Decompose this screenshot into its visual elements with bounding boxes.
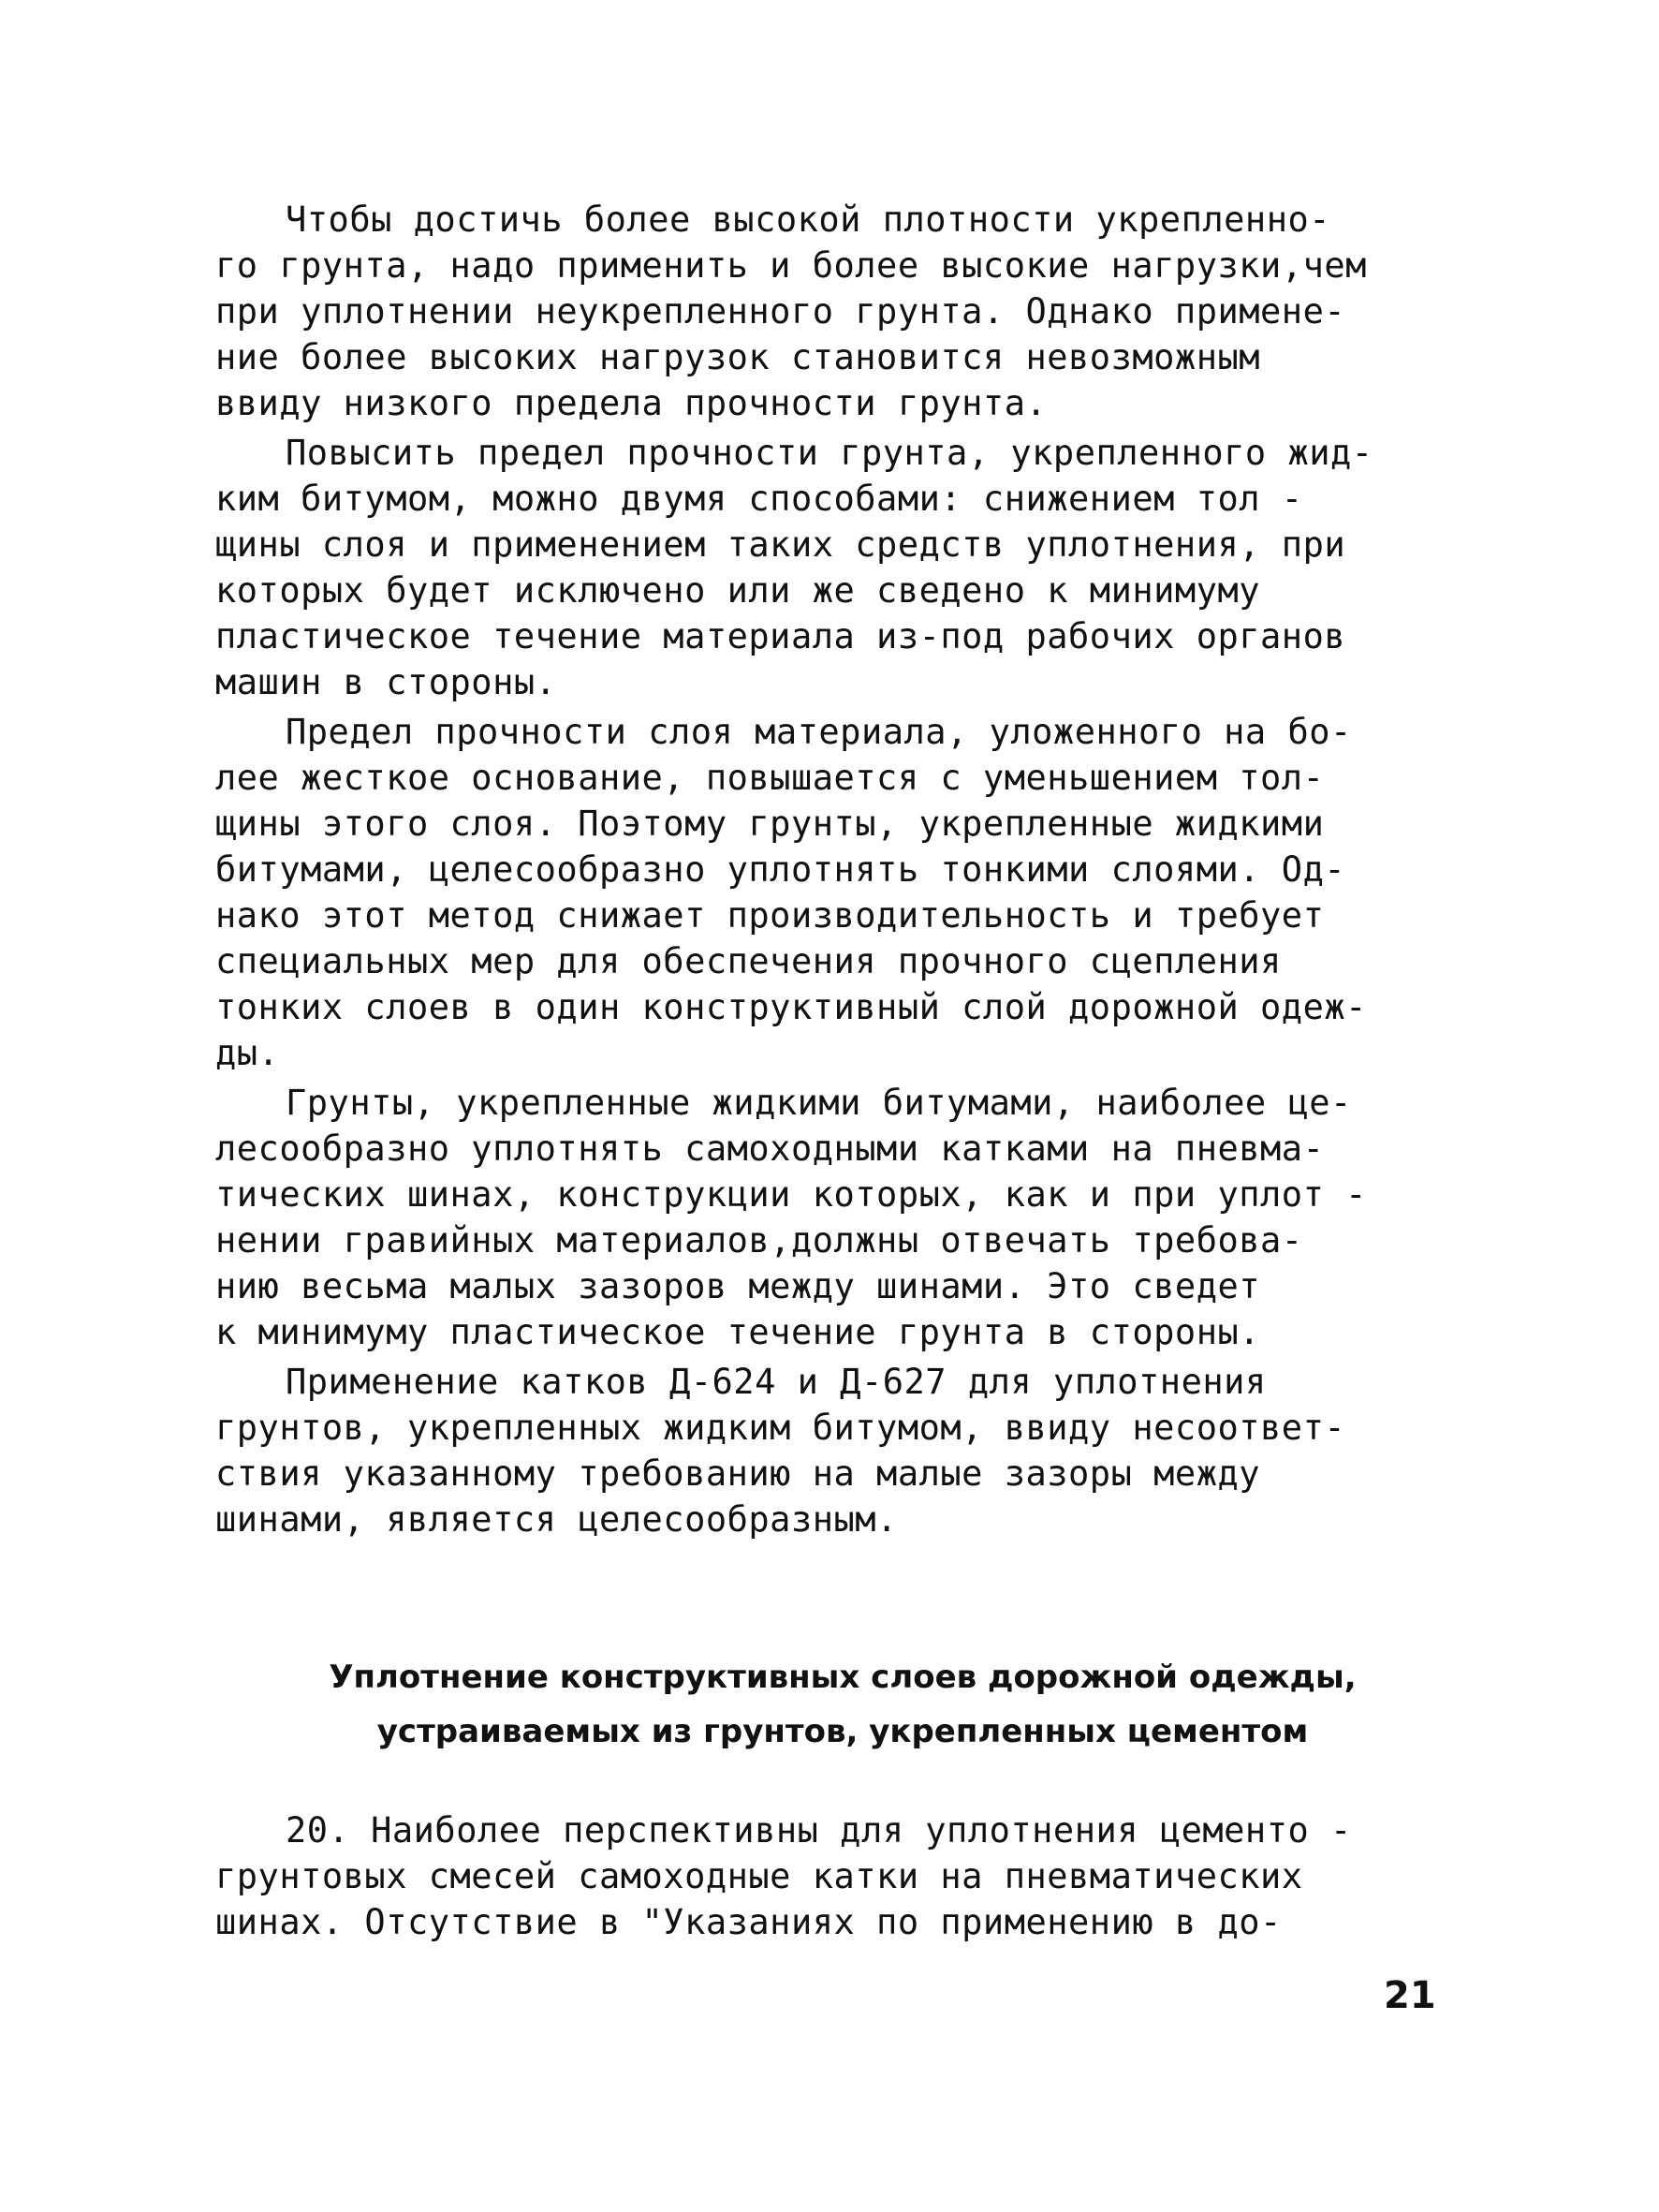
text-line: го грунта, надо применить и более высокие нагрузки,чем (215, 245, 1367, 286)
paragraph (215, 1359, 1470, 1542)
text-line: лее жесткое основание, повышается с уменьшением тол- (215, 758, 1325, 798)
text-line: Предел прочности слоя материала, уложенного на бо- (286, 712, 1352, 752)
text-line: нию весьма малых зазоров между шинами. Это сведет (215, 1266, 1261, 1306)
paragraph (215, 197, 1470, 426)
text-line: Чтобы достичь более высокой плотности укрепленно- (286, 199, 1331, 240)
text-line: ким битумом, можно двумя способами: снижением тол - (215, 479, 1303, 519)
paragraph (215, 1080, 1470, 1355)
text-line: грунтов, укрепленных жидким битумом, ввиду несоответ- (215, 1408, 1346, 1448)
text-line: ствия указанному требованию на малые зазоры между (215, 1453, 1261, 1494)
text-line: Повысить предел прочности грунта, укрепленного жид- (286, 433, 1373, 473)
text-line: ввиду низкого предела прочности грунта. (215, 383, 1048, 423)
text-line: тонких слоев в один конструктивный слой дорожной одеж- (215, 987, 1367, 1027)
section-heading (215, 1650, 1470, 1759)
text-line: лесообразно уплотнять самоходными катками на пневма- (215, 1128, 1325, 1169)
text-line: тических шинах, конструкции которых, как и при уплот - (215, 1174, 1367, 1215)
text-line: ды. (215, 1033, 280, 1073)
text-line: грунтовых смесей самоходные катки на пневматических (215, 1856, 1303, 1896)
text-line: которых будет исключено или же сведено к минимуму (215, 570, 1261, 611)
text-line: при уплотнении неукрепленного грунта. Однако примене- (215, 291, 1346, 332)
text-line: 20. Наиболее перспективны для уплотнения цементо - (286, 1810, 1352, 1851)
text-line: нении гравийных материалов,должны отвечать требова- (215, 1220, 1303, 1261)
text-line: Грунты, укрепленные жидкими битумами, наиболее це- (286, 1083, 1352, 1123)
text-line: шинах. Отсутствие в "Указаниях по применению в до- (215, 1902, 1282, 1942)
text-line: машин в стороны. (215, 662, 557, 702)
text-line: специальных мер для обеспечения прочного сцепления (215, 941, 1282, 981)
paragraph (215, 430, 1470, 705)
paragraph (215, 709, 1470, 1076)
body-text (215, 197, 1470, 1546)
text-line: щины этого слоя. Поэтому грунты, укрепленные жидкими (215, 804, 1325, 844)
text-line: Применение катков Д-624 и Д-627 для уплотнения (286, 1362, 1267, 1402)
heading-line: Уплотнение конструктивных слоев дорожной одежды, (329, 1659, 1357, 1696)
section-paragraph (215, 1807, 1470, 1945)
text-line: пластическое течение материала из-под рабочих органов (215, 616, 1346, 656)
page-number: 21 (1384, 1974, 1436, 2017)
text-line: нако этот метод снижает производительность и требует (215, 895, 1325, 936)
text-line: ние более высоких нагрузок становится невозможным (215, 337, 1261, 377)
heading-line: устраиваемых из грунтов, укрепленных цементом (376, 1713, 1309, 1750)
text-line: щины слоя и применением таких средств уплотнения, при (215, 524, 1346, 565)
text-line: шинами, является целесообразным. (215, 1499, 898, 1540)
text-line: к минимуму пластическое течение грунта в стороны. (215, 1312, 1261, 1352)
text-line: битумами, целесообразно уплотнять тонкими слоями. Од- (215, 849, 1346, 890)
